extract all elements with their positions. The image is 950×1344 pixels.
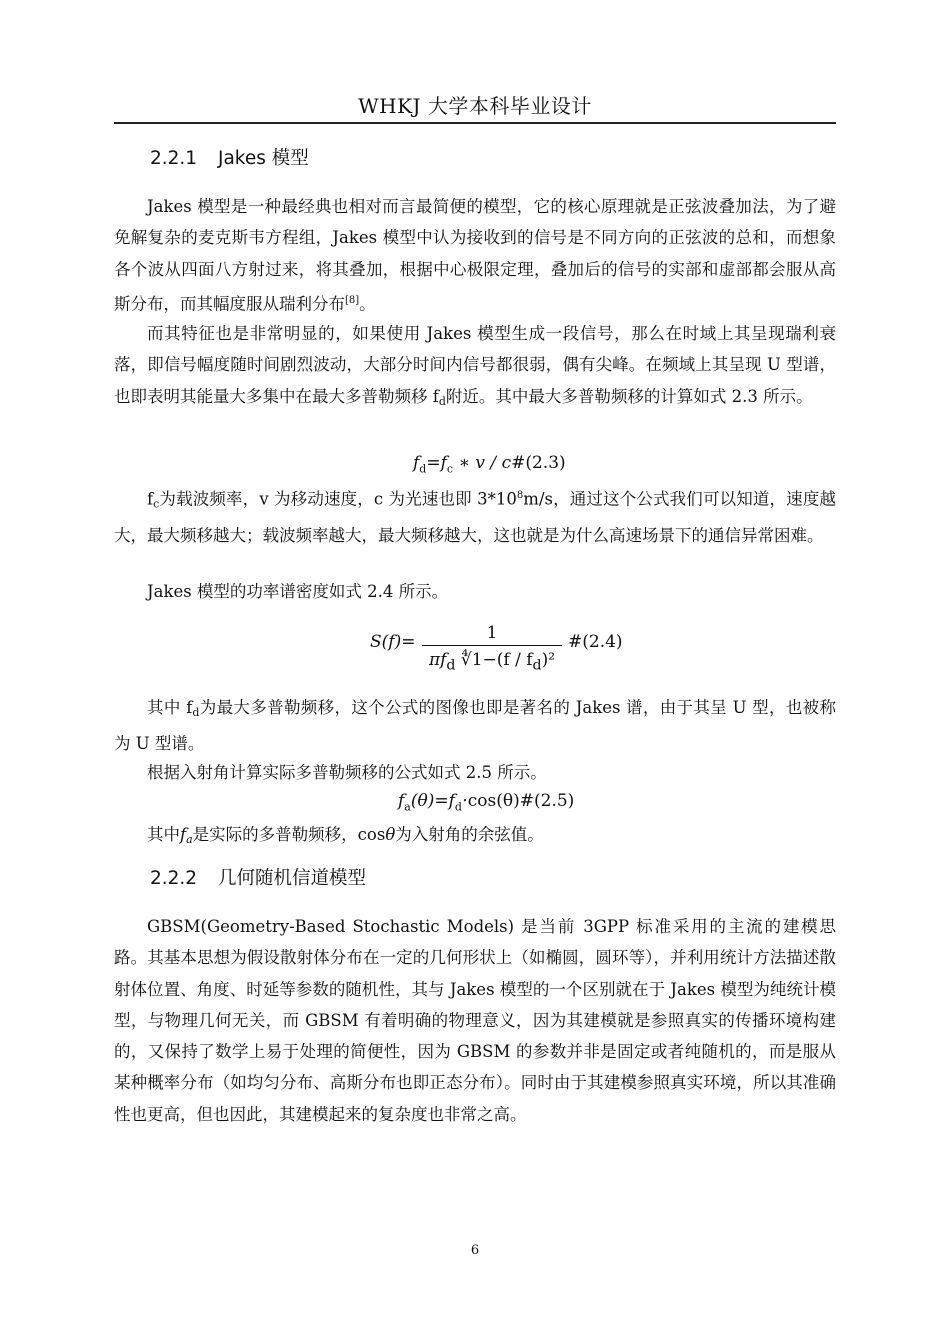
paragraph-text: f [147, 489, 154, 509]
paragraph-text: 为载波频率，v 为移动速度，c 为光速也即 3*10 [159, 489, 517, 509]
eq-sub: c [446, 462, 454, 476]
eq-var: f [180, 825, 187, 844]
header-rule [114, 122, 836, 124]
eq-sub: d [454, 800, 462, 814]
subscript: d [192, 706, 200, 719]
paragraph-text: 。 [359, 294, 376, 314]
fraction-denominator [422, 649, 562, 676]
eq-fraction [422, 622, 562, 676]
paragraph-text: 而其特征也是非常明显的，如果使用 Jakes 模型生成一段信号，那么在时域上其呈现瑞利衰落，即信号幅度随时间剧烈波动，大部分时间内信号都很弱，偶有尖峰。在频域上其呈现 U 型谱，也即表明其能量大多集中在最大多普勒频移 f [114, 324, 836, 406]
paragraph-jakes-spectrum [114, 692, 836, 760]
subscript: a [186, 833, 193, 846]
paragraph-text: 为入射角的余弦值。 [395, 825, 544, 844]
eq-sub: d [446, 657, 456, 674]
subscript: d [438, 394, 446, 408]
paragraph-angle-explain [114, 819, 836, 855]
eq-var: f [413, 453, 420, 473]
eq-sub: a [404, 800, 411, 814]
eq-var: πf [428, 650, 447, 670]
eq-var: S(f)= [370, 632, 416, 652]
citation-ref: [8] [345, 294, 360, 306]
paragraph-doppler-explain [114, 480, 836, 551]
paragraph-angle-intro: 根据入射角计算实际多普勒频移的公式如式 2.5 所示。 [147, 763, 547, 782]
fraction-bar [422, 645, 562, 646]
section-heading-221 [150, 146, 309, 172]
eq-var: θ [385, 825, 396, 844]
eq-sub: d [419, 462, 427, 476]
equation-2-4 [370, 622, 630, 682]
eq-term: ∜1−(f ∕ f [455, 650, 533, 670]
eq-var: ∗ v ∕ c [453, 453, 512, 473]
paragraph-text: 其中 [147, 825, 180, 844]
equation-tag: #(2.3) [511, 453, 566, 473]
paragraph-text: 附近。其中最大多普勒频移的计算如式 2.3 所示。 [445, 386, 813, 406]
paragraph-text: Jakes 模型是一种最经典也相对而言最简便的模型，它的核心原理就是正弦波叠加法，为了避免解复杂的麦克斯韦方程组，Jakes 模型中认为接收到的信号是不同方向的正弦波的总和，而想象各个波从四面八方射过来，将其叠加，根据中心极限定理，叠加后的信号的实部和虚部都会服从高斯分布，而其幅度服从瑞利分布 [114, 197, 836, 314]
section-title: Jakes 模型 [218, 148, 309, 169]
eq-sub: d [532, 657, 542, 674]
subscript: c [153, 497, 160, 511]
fraction-numerator: 1 [486, 623, 498, 643]
section-heading-222 [150, 866, 366, 892]
equation-2-5 [398, 789, 574, 819]
paragraph-jakes-intro [114, 191, 836, 320]
equation-tag: #(2.5) [519, 791, 575, 811]
paragraph-gbsm: GBSM(Geometry-Based Stochastic Models) 是当前 3GPP 标准采用的主流的建模思路。其基本思想为假设散射体分布在一定的几何形状上（如椭圆，圆环等），并利用统计方法描述散射体位置、角度、时延等参数的随机性，其与 Jakes 模型的一个区别就在于 Jakes 模型为纯统计模型，与物理几何无关，而 GBSM 有着明确的物理意义，因为其建模就是参照真实的传播环境构建的，又保持了数学上易于处理的简便性，因为 GBSM 的参数并非是固定或者纯随机的，而是服从某种概率分布（如均匀分布、高斯分布也即正态分布）。同时由于其建模参照真实环境，所以其准确性也更高，但也因此，其建模起来的复杂度也非常之高。 [114, 917, 837, 1124]
equation-tag: #(2.4) [568, 632, 623, 652]
paragraph-text: m/s，通过这个公式我们可以知道，速度越大，最大频移越大；载波频率越大，最大频移越大，这也就是为什么高速场景下的通信异常困难。 [114, 489, 836, 545]
eq-var: (θ)=f [410, 791, 455, 811]
section-title: 几何随机信道模型 [218, 868, 367, 889]
eq-var: f [398, 791, 405, 811]
section-number: 2.2.1 [150, 148, 198, 169]
eq-var: =f [426, 453, 447, 473]
section-number: 2.2.2 [150, 868, 198, 889]
page-number: 6 [470, 1243, 480, 1258]
equation-2-3 [413, 451, 566, 481]
paragraph-psd-intro: Jakes 模型的功率谱密度如式 2.4 所示。 [147, 582, 449, 601]
superscript: 8 [516, 490, 524, 501]
paragraph-jakes-features [114, 318, 836, 417]
paragraph-text: 其中 f [147, 698, 193, 717]
paragraph-text: 是实际的多普勒频移，cos [192, 825, 386, 844]
eq-term: ⋅cos(θ) [461, 791, 520, 811]
page-header: WHKJ 大学本科毕业设计 [358, 94, 592, 118]
paragraph-text: 为最大多普勒频移，这个公式的图像也即是著名的 Jakes 谱，由于其呈 U 型，也被称为 U 型谱。 [114, 698, 836, 754]
eq-lhs [370, 632, 415, 652]
eq-term: )² [541, 650, 556, 670]
